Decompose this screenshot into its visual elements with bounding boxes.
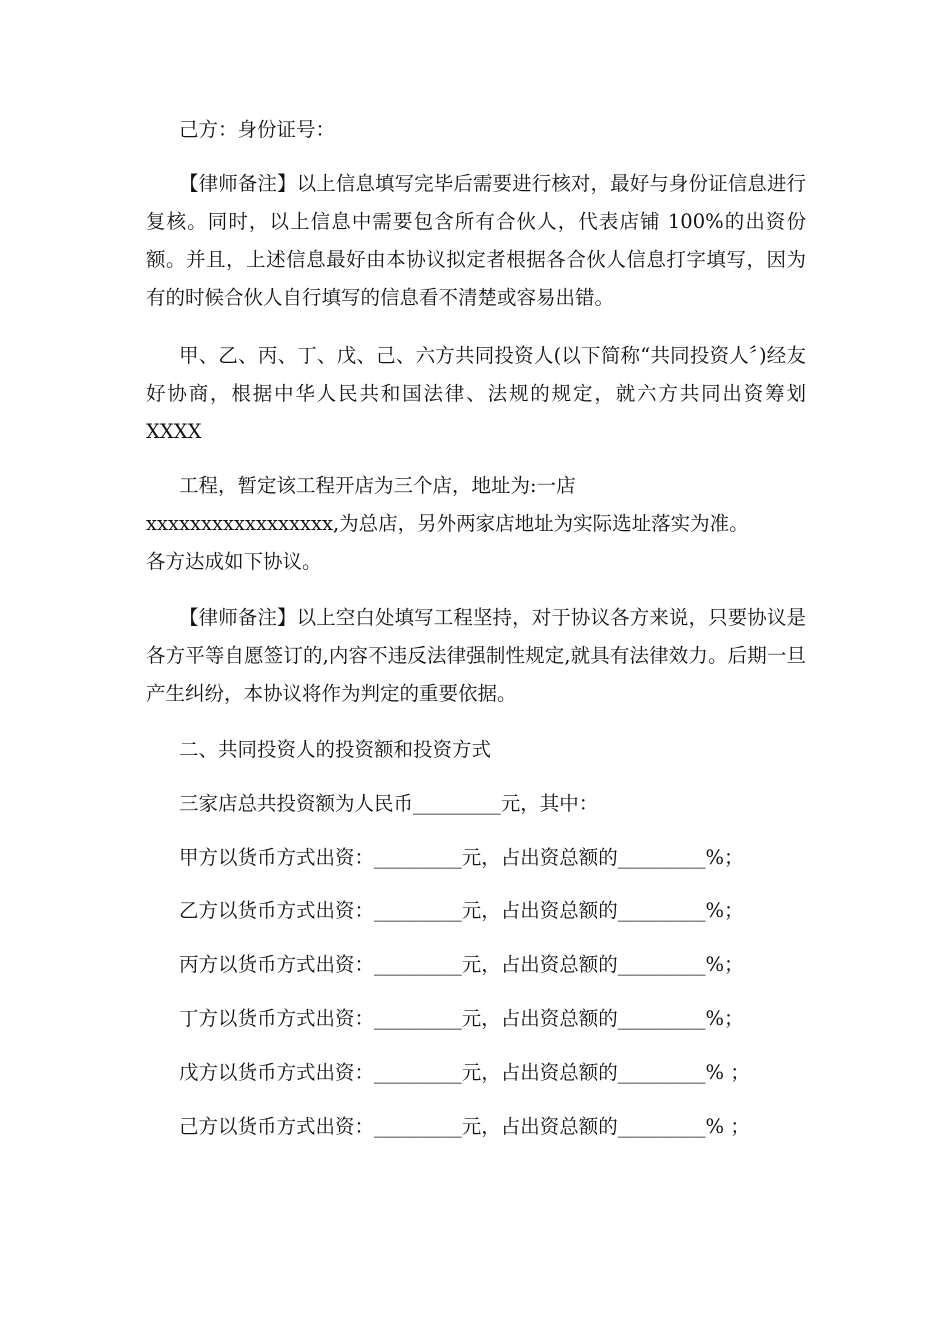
project-line-3: 各方达成如下协议。 — [146, 550, 322, 573]
lawyer-note-1: 【律师备注】以上信息填写完毕后需要进行核对，最好与身份证信息进行复核。同时，以上信息中需要包含所有合伙人，代表店铺 100%的出资份额。并且，上述信息最好由本协议拟定者根据各合伙人信息打字填写，因为有的时候合伙人自行填写的信息看不清楚或容易出错。 — [146, 172, 806, 309]
party-f-id-line: 己方：身份证号： — [179, 118, 336, 141]
contribution-line-wu: 戊方以货币方式出资：_________元，占出资总额的_________% ； — [179, 1061, 750, 1084]
section-heading-2: 二、共同投资人的投资额和投资方式 — [179, 738, 492, 761]
contribution-line-ji: 己方以货币方式出资：_________元，占出资总额的_________% ； — [179, 1115, 750, 1138]
contribution-line-ding: 丁方以货币方式出资：_________元，占出资总额的_________%； — [179, 1007, 744, 1030]
lawyer-note-2: 【律师备注】以上空白处填写工程坚持，对于协议各方来说，只要协议是各方平等自愿签订的,内容不违反法律强制性规定,就具有法律效力。后期一旦产生纠纷，本协议将作为判定的重要依据。 — [146, 606, 806, 705]
contribution-line-bing: 丙方以货币方式出资：_________元，占出资总额的_________%； — [179, 953, 744, 976]
intro-paragraph: 甲、乙、丙、丁、戊、己、六方共同投资人(以下简称“共同投资人〞)经友好协商，根据中华人民共和国法律、法规的规定，就六方共同出资筹划 XXXX — [146, 344, 806, 443]
project-line-1: 工程，暂定该工程开店为三个店，地址为:一店 — [179, 474, 576, 497]
contribution-line-yi: 乙方以货币方式出资：_________元，占出资总额的_________%； — [179, 899, 744, 922]
total-investment-line: 三家店总共投资额为人民币_________元，其中： — [179, 792, 599, 815]
contribution-line-jia: 甲方以货币方式出资：_________元，占出资总额的_________%； — [179, 846, 744, 869]
project-line-2: xxxxxxxxxxxxxxxxx,为总店，另外两家店地址为实际选址落实为准。 — [146, 512, 749, 535]
